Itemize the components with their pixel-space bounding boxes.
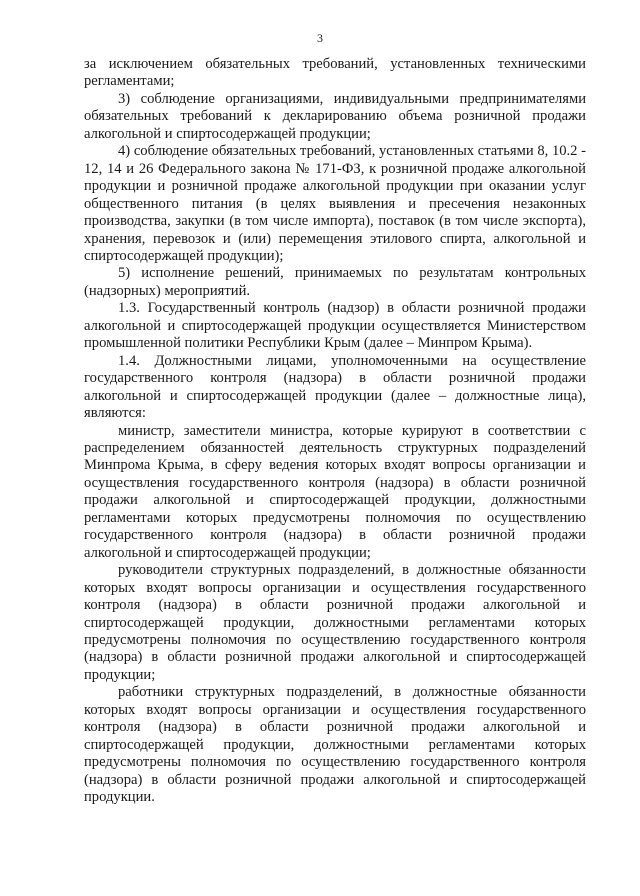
paragraph-officials-heads: руководители структурных подразделений, в должностные обязанности которых входят вопросы организации и осуществления государственного контроля (надзора) в области розничной продажи алкогольной и спиртосодержащей продукции, должностными регламентами которых предусмотрены полномочия по осуществлению государственного контроля (надзора) в области розничной продажи алкогольной и спиртосодержащей продукции; [84, 562, 586, 683]
paragraph-item-5: 5) исполнение решений, принимаемых по результатам контрольных (надзорных) мероприятий. [84, 265, 586, 299]
page-number: 3 [317, 31, 323, 45]
paragraph-officials-employees: работники структурных подразделений, в должностные обязанности которых входят вопросы организации и осуществления государственного контроля (надзора) в области розничной продажи алкогольной и спиртосодержащей продукции, должностными регламентами которых предусмотрены полномочия по осуществлению государственного контроля (надзора) в области розничной продажи алкогольной и спиртосодержащей продукции. [84, 684, 586, 806]
paragraph-section-1-3: 1.3. Государственный контроль (надзор) в области розничной продажи алкогольной и спиртосодержащей продукции осуществляется Министерством промышленной политики Республики Крым (далее – Минпром Крыма). [84, 300, 586, 352]
paragraph-continuation: за исключением обязательных требований, установленных техническими регламентами; [84, 56, 586, 90]
paragraph-item-4: 4) соблюдение обязательных требований, установленных статьями 8, 10.2 - 12, 14 и 26 Федерального закона № 171-ФЗ, к розничной продаже алкогольной продукции и розничной продаже алкогольной продукции при оказании услуг общественного питания (в целях выявления и пресечения незаконных производства, закупки (в том числе импорта), поставок (в том числе экспорта), хранения, перевозок и (или) перемещения этилового спирта, алкогольной и спиртосодержащей продукции); [84, 143, 586, 264]
document-body [84, 56, 586, 806]
paragraph-section-1-4: 1.4. Должностными лицами, уполномоченными на осуществление государственного контроля (надзора) в области розничной продажи алкогольной и спиртосодержащей продукции (далее – должностные лица), являются: [84, 352, 586, 422]
paragraph-officials-ministers: министр, заместители министра, которые курируют в соответствии с распределением обязанностей деятельность структурных подразделений Минпрома Крыма, в сферу ведения которых входят вопросы организации и осуществления государственного контроля (надзора) в области розничной продажи алкогольной и спиртосодержащей продукции, должностными регламентами которых предусмотрены полномочия по осуществлению государственного контроля (надзора) в области розничной продажи алкогольной и спиртосодержащей продукции; [84, 422, 586, 561]
paragraph-item-3: 3) соблюдение организациями, индивидуальными предпринимателями обязательных требований к декларированию объема розничной продажи алкогольной и спиртосодержащей продукции; [84, 90, 586, 142]
